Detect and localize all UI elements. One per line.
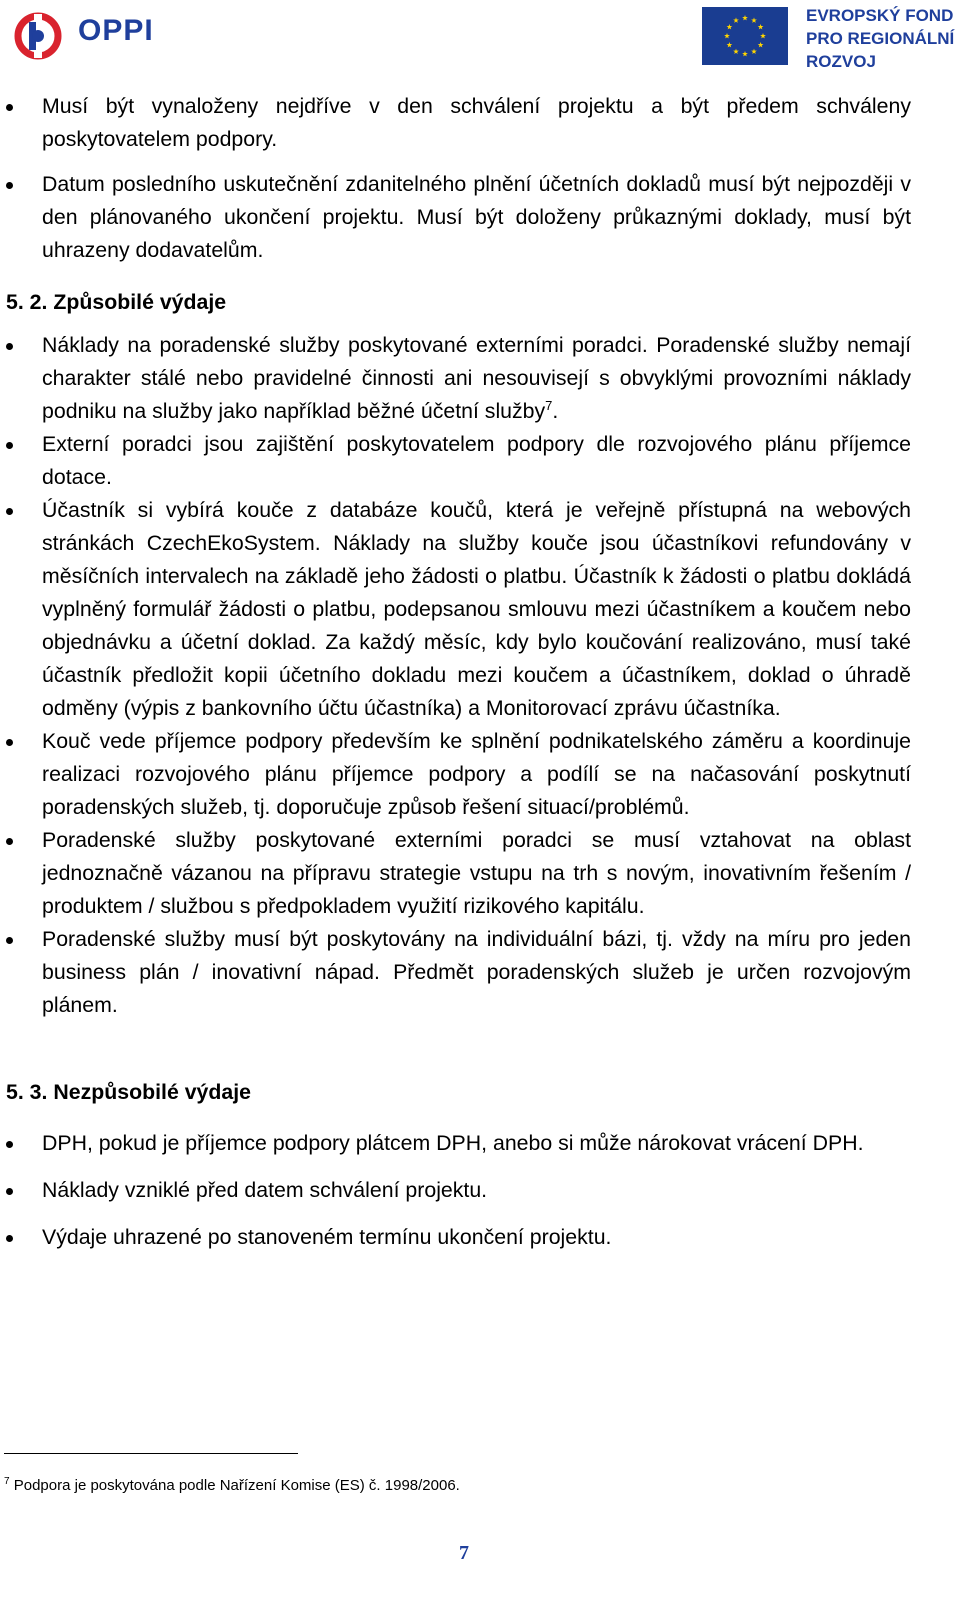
- page-number: 7: [459, 1542, 469, 1564]
- erdf-line-3: ROZVOJ: [806, 52, 876, 71]
- page-header: [0, 0, 960, 80]
- footnote-ref[interactable]: 7: [545, 397, 553, 413]
- bullet-icon: [6, 1141, 13, 1148]
- list-item: Výdaje uhrazené po stanoveném termínu ukončení projektu.: [0, 1221, 915, 1254]
- bullet-icon: [6, 343, 13, 350]
- bullet-icon: [6, 508, 13, 515]
- footnote-text: Podpora je poskytována podle Nařízení Komise (ES) č. 1998/2006.: [13, 1477, 460, 1494]
- list-item: Poradenské služby poskytované externími poradci se musí vztahovat na oblast jednoznačně vázanou na přípravu strategie vstupu na trh s novým, inovativním řešením / produktem / službou s předpokladem využití rizikového kapitálu.: [0, 824, 915, 923]
- bullet-icon: [6, 182, 13, 189]
- list-item: Účastník si vybírá kouče z databáze koučů, která je veřejně přístupná na webových stránkách CzechEkoSystem. Náklady na služby kouče jsou účastníkovi refundovány v měsíčních intervalech na základě jeho žádosti o platbu. Účastník k žádosti o platbu dokládá vyplněný formulář žádosti o platbu, podepsanou smlouvu mezi účastníkem a koučem nebo objednávku a účetní doklad. Za každý měsíc, kdy bylo koučování realizováno, musí také účastník předložit kopii účetního dokladu mezi koučem a účastníkem, doklad o úhradě odměny (výpis z bankovního účtu účastníka) a Monitorovací zprávu účastníka.: [0, 494, 915, 725]
- bullet-icon: [6, 838, 13, 845]
- eu-flag-icon: [702, 7, 788, 65]
- oppi-logo-text: OPPI: [78, 14, 154, 47]
- bullet-icon: [6, 104, 13, 111]
- list-item: Náklady na poradenské služby poskytované externími poradci. Poradenské služby nemají charakter stálé nebo pravidelné činnosti ani nesouvisejí s obvyklými provozními náklady podniku na služby jako například běžné účetní služby$^7$.: [0, 329, 915, 428]
- bullet-icon: [6, 1235, 13, 1242]
- bullet-icon: [6, 937, 13, 944]
- section-heading-eligible: 5. 2. Způsobilé výdaje: [6, 290, 227, 314]
- list-item: Náklady vzniklé před datem schválení projektu.: [0, 1174, 915, 1207]
- footnote-divider: [4, 1453, 298, 1454]
- bullet-icon: [6, 442, 13, 449]
- list-item: DPH, pokud je příjemce podpory plátcem DPH, anebo si může nárokovat vrácení DPH.: [0, 1127, 915, 1160]
- bullet-icon: [6, 1188, 13, 1195]
- list-item: Musí být vynaloženy nejdříve v den schválení projektu a být předem schváleny poskytovatelem podpory.: [0, 90, 915, 156]
- list-item: Datum posledního uskutečnění zdanitelného plnění účetních dokladů musí být nejpozději v den plánovaného ukončení projektu. Musí být doloženy průkaznými doklady, musí být uhrazeny dodavatelům.: [0, 168, 915, 267]
- erdf-line-1: EVROPSKÝ FOND: [806, 6, 954, 25]
- intro-list: [0, 90, 960, 267]
- bullet-icon: [6, 739, 13, 746]
- eligible-list: [0, 329, 960, 1022]
- section-heading-ineligible: 5. 3. Nezpůsobilé výdaje: [6, 1080, 252, 1104]
- footnote: [4, 1476, 460, 1494]
- erdf-logo-text: [806, 4, 954, 73]
- erdf-line-2: PRO REGIONÁLNÍ: [806, 29, 955, 48]
- list-item: Kouč vede příjemce podpory především ke splnění podnikatelského záměru a koordinuje realizaci rozvojového plánu příjemce podpory a podílí se na načasování poskytnutí poradenských služeb, tj. doporučuje způsob řešení situací/problémů.: [0, 725, 915, 824]
- ineligible-list: [0, 1127, 960, 1254]
- list-item: Poradenské služby musí být poskytovány na individuální bázi, tj. vždy na míru pro jeden business plán / inovativní nápad. Předmět poradenských služeb je určen rozvojovým plánem.: [0, 923, 915, 1022]
- document-body: [0, 90, 960, 1254]
- list-item: Externí poradci jsou zajištění poskytovatelem podpory dle rozvojového plánu příjemce dotace.: [0, 428, 915, 494]
- footnote-number: 7: [4, 1476, 10, 1487]
